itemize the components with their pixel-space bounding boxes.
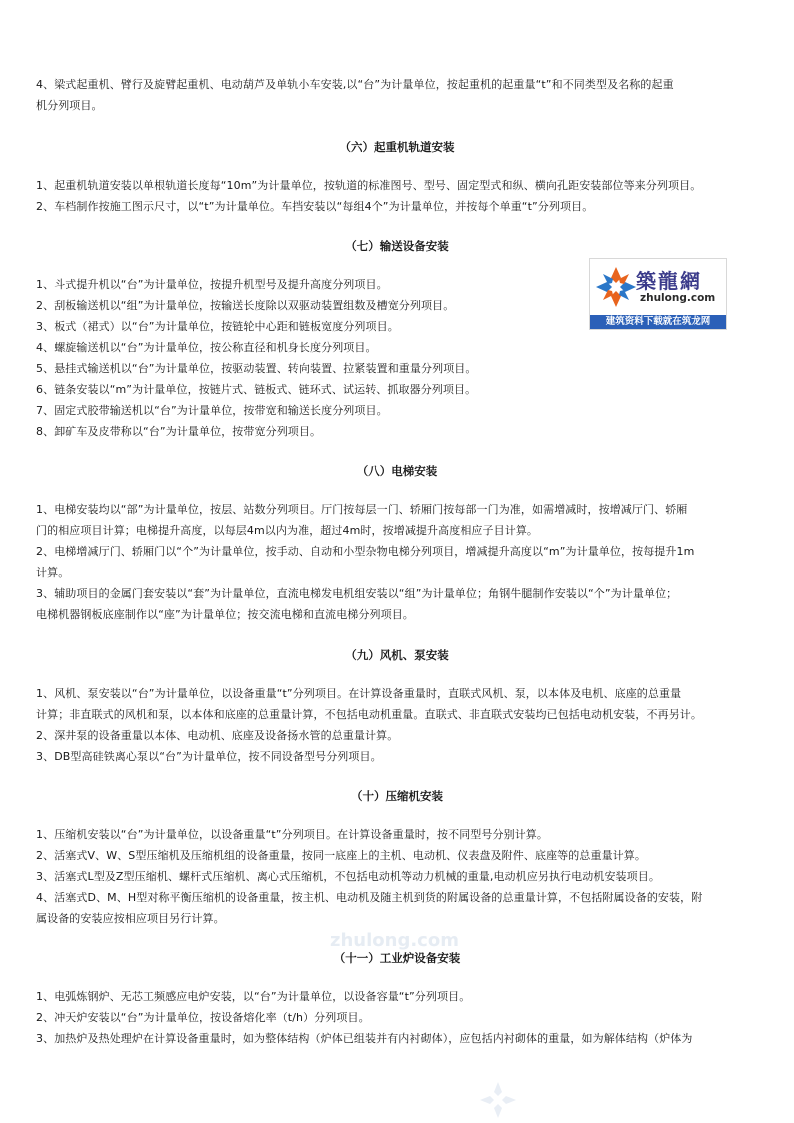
paragraph: 2、刮板输送机以“组”为计量单位，按输送长度除以双驱动装置组数及槽宽分列项目。 [36, 299, 455, 312]
paragraph: 3、板式（裙式）以“台”为计量单位，按链轮中心距和链板宽度分列项目。 [36, 320, 399, 333]
paragraph: 4、螺旋输送机以“台”为计量单位，按公称直径和机身长度分列项目。 [36, 341, 377, 354]
section-title: （十一）工业炉设备安装 [333, 951, 461, 965]
paragraph: 属设备的安装应按相应项目另行计算。 [36, 912, 225, 925]
paragraph: 2、深井泵的设备重量以本体、电动机、底座及设备扬水管的总重量计算。 [36, 729, 399, 742]
paragraph: 机分列项目。 [36, 99, 103, 112]
paragraph: 计算。 [36, 566, 70, 579]
paragraph: 2、冲天炉安装以“台”为计量单位，按设备熔化率（t/h）分列项目。 [36, 1011, 370, 1024]
paragraph: 6、链条安装以“m”为计量单位，按链片式、链板式、链环式、试运转、抓取器分列项目。 [36, 383, 477, 396]
paragraph: 1、压缩机安装以“台”为计量单位，以设备重量“t”分列项目。在计算设备重量时，按不同型号分别计算。 [36, 828, 549, 841]
paragraph: 2、车档制作按施工图示尺寸，以“t”为计量单位。车挡安装以“每组4个”为计量单位，并按每个单重“t”分列项目。 [36, 200, 594, 213]
logo-site: zhulong.com [640, 292, 716, 304]
paragraph: 4、活塞式D、M、H型对称平衡压缩机的设备重量，按主机、电动机及随主机到货的附属设备的总重量计算，不包括附属设备的安装，附 [36, 891, 703, 904]
logo-tagline: 建筑资料下载就在筑龙网 [590, 315, 726, 329]
paragraph: 8、卸矿车及皮带称以“台”为计量单位，按带宽分列项目。 [36, 425, 322, 438]
section-title: （九）风机、泵安装 [345, 648, 449, 662]
paragraph: 5、悬挂式输送机以“台”为计量单位，按驱动装置、转向装置、拉紧装置和重量分列项目。 [36, 362, 477, 375]
paragraph: 1、起重机轨道安装以单根轨道长度每“10m”为计量单位，按轨道的标准图号、型号、固定型式和纵、横向孔距安装部位等来分列项目。 [36, 179, 702, 192]
section-title: （十）压缩机安装 [351, 789, 443, 803]
paragraph: 1、电梯安装均以“部”为计量单位，按层、站数分列项目。厅门按每层一门、轿厢门按每部一门为准，如需增减时，按增减厅门、轿厢 [36, 503, 688, 516]
paragraph: 1、风机、泵安装以“台”为计量单位，以设备重量“t”分列项目。在计算设备重量时，直联式风机、泵，以本体及电机、底座的总重量 [36, 687, 682, 700]
paragraph: 1、电弧炼钢炉、无芯工频感应电炉安装，以“台”为计量单位，以设备容量“t”分列项目。 [36, 990, 471, 1003]
paragraph: 门的相应项目计算；电梯提升高度，以每层4m以内为准，超过4m时，按增减提升高度相应子目计算。 [36, 524, 539, 537]
paragraph: 7、固定式胶带输送机以“台”为计量单位，按带宽和输送长度分列项目。 [36, 404, 388, 417]
snowflake-logo-icon [596, 265, 636, 309]
section-title: （六）起重机轨道安装 [339, 140, 455, 154]
paragraph: 计算；非直联式的风机和泵，以本体和底座的总重量计算，不包括电动机重量。直联式、非直联式安装均已包括电动机安装，不再另计。 [36, 708, 702, 721]
paragraph: 3、辅助项目的金属门套安装以“套”为计量单位，直流电梯发电机组安装以“组”为计量单位；角钢牛腿制作安装以“个”为计量单位； [36, 587, 678, 600]
zhulong-logo [589, 258, 727, 330]
paragraph: 3、活塞式L型及Z型压缩机、螺杆式压缩机、离心式压缩机，不包括电动机等动力机械的重量,电动机应另执行电动机安装项目。 [36, 870, 660, 883]
paragraph: 3、加热炉及热处理炉在计算设备重量时，如为整体结构（炉体已组装并有内衬砌体），应包括内衬砌体的重量，如为解体结构（炉体为 [36, 1032, 693, 1045]
paragraph: 2、活塞式V、W、S型压缩机及压缩机组的设备重量，按同一底座上的主机、电动机、仪表盘及附件、底座等的总重量计算。 [36, 849, 646, 862]
paragraph: 2、电梯增减厅门、轿厢门以“个”为计量单位，按手动、自动和小型杂物电梯分列项目，增减提升高度以“m”为计量单位，按每提升1m [36, 545, 695, 558]
logo-brand: 築龍網 [636, 269, 702, 293]
paragraph: 4、梁式起重机、臂行及旋臂起重机、电动葫芦及单轨小车安装,以“台”为计量单位，按起重机的起重量“t”和不同类型及名称的起重 [36, 78, 674, 91]
paragraph: 1、斗式提升机以“台”为计量单位，按提升机型号及提升高度分列项目。 [36, 278, 388, 291]
faint-snowflake-icon [478, 1080, 518, 1120]
paragraph: 3、DB型高硅铁离心泵以“台”为计量单位，按不同设备型号分列项目。 [36, 750, 382, 763]
section-title: （八）电梯安装 [356, 464, 438, 478]
faint-watermark: zhulong.com [330, 930, 459, 951]
paragraph: 电梯机器钢板底座制作以“座”为计量单位；按交流电梯和直流电梯分列项目。 [36, 608, 414, 621]
section-title: （七）输送设备安装 [345, 239, 449, 253]
